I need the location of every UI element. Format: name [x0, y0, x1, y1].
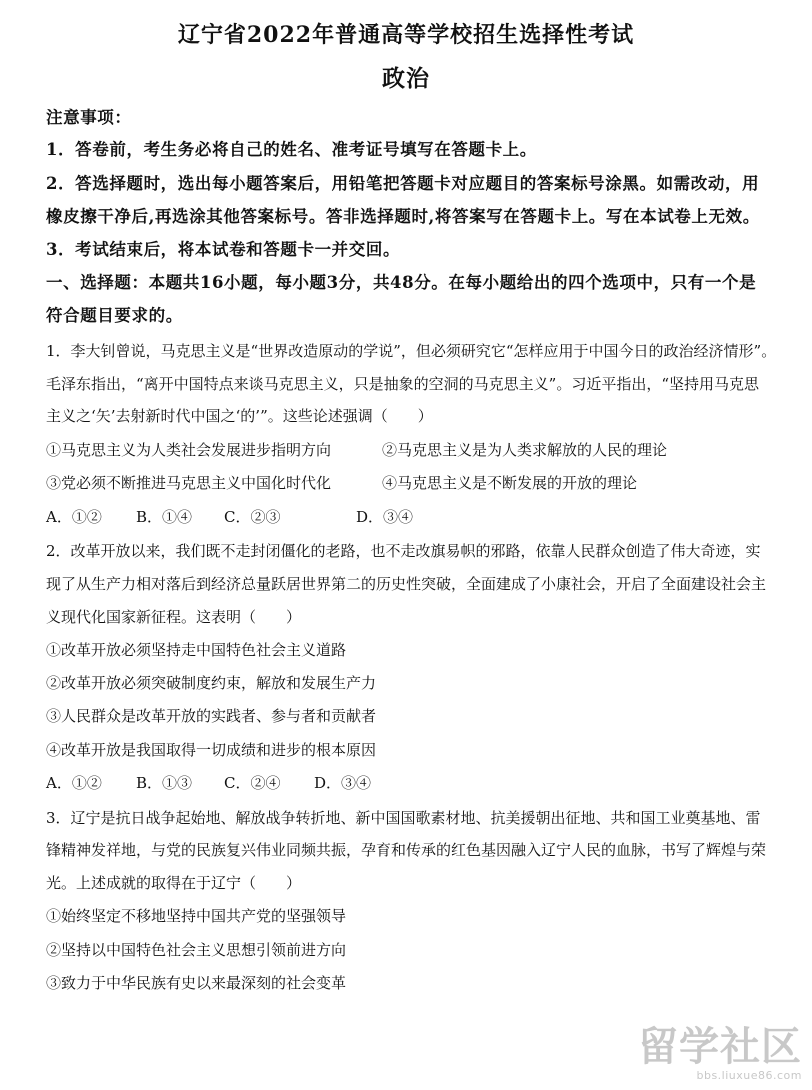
q1-statements-row-2 [46, 473, 637, 493]
q2-statement-2: ②改革开放必须突破制度约束，解放和发展生产力 [46, 674, 377, 692]
q1-statement-1: ①马克思主义为人类社会发展进步指明方向 [46, 441, 332, 459]
q1-stem-line-3: 主义之‘矢’去射新时代中国之‘的’”。这些论述强调（ ） [46, 407, 433, 425]
q1-statements-row-1 [46, 440, 667, 460]
notice-item-1: 1．答卷前，考生务必将自己的姓名、准考证号填写在答题卡上。 [46, 140, 537, 159]
notice-item-3: 3．考试结束后，将本试卷和答题卡一并交回。 [46, 240, 401, 259]
q3-stem-line-1: 3．辽宁是抗日战争起始地、解放战争转折地、新中国国歌素材地、抗美援朝出征地、共和国工业奠基地、雷 [46, 809, 761, 827]
section-heading-line-2: 符合题目要求的。 [46, 306, 183, 325]
q2-statement-4: ④改革开放是我国取得一切成绩和进步的根本原因 [46, 741, 377, 759]
q2-choices [46, 773, 371, 793]
q1-stem-line-2: 毛泽东指出，“离开中国特点来谈马克思主义，只是抽象的空洞的马克思主义”。习近平指出，“坚持用马克思 [46, 375, 760, 393]
q1-choices [46, 507, 413, 527]
notice-item-2: 2．答选择题时，选出每小题答案后，用铅笔把答题卡对应题目的答案标号涂黑。如需改动，用 [46, 174, 760, 193]
q2-stem-line-2: 现了从生产力相对落后到经济总量跃居世界第二的历史性突破，全面建成了小康社会，开启了全面建设社会主 [46, 575, 767, 593]
section-heading-line-1: 一、选择题：本题共16小题，每小题3分，共48分。在每小题给出的四个选项中，只有一个是 [46, 273, 757, 292]
q3-stem-line-3: 光。上述成就的取得在于辽宁（ ） [46, 874, 302, 892]
q2-statement-3: ③人民群众是改革开放的实践者、参与者和贡献者 [46, 707, 377, 725]
q1-choice-c: C．②③ [224, 508, 281, 526]
exam-title: 辽宁省2022年普通高等学校招生选择性考试 [177, 22, 635, 48]
q3-statement-1: ①始终坚定不移地坚持中国共产党的坚强领导 [46, 907, 347, 925]
site-watermark [638, 1025, 802, 1082]
watermark-logo-text: 留学社区 [638, 1024, 802, 1070]
q2-choice-b: B．①③ [136, 774, 193, 792]
q1-choice-a: A．①② [46, 508, 102, 526]
q1-choice-d: D．③④ [356, 508, 414, 526]
q1-statement-3: ③党必须不断推进马克思主义中国化时代化 [46, 474, 332, 492]
subject-title: 政治 [382, 65, 430, 92]
q1-stem-line-1: 1．李大钊曾说，马克思主义是“世界改造原动的学说”，但必须研究它“怎样应用于中国今日的政治经济情形”。 [46, 342, 777, 360]
q1-statement-2: ②马克思主义是为人类求解放的人民的理论 [382, 441, 668, 459]
q3-statement-3: ③致力于中华民族有史以来最深刻的社会变革 [46, 974, 347, 992]
notice-heading: 注意事项： [46, 108, 132, 127]
q2-choice-d: D．③④ [314, 774, 372, 792]
q1-choice-b: B．①④ [136, 508, 193, 526]
q2-choice-c: C．②④ [224, 774, 281, 792]
q3-stem-line-2: 锋精神发祥地，与党的民族复兴伟业同频共振，孕育和传承的红色基因融入辽宁人民的血脉，书写了辉煌与荣 [46, 841, 767, 859]
q2-stem-line-1: 2．改革开放以来，我们既不走封闭僵化的老路，也不走改旗易帜的邪路，依靠人民群众创造了伟大奇迹，实 [46, 542, 761, 560]
notice-item-2-cont: 橡皮擦干净后,再选涂其他答案标号。答非选择题时,将答案写在答题卡上。写在本试卷上无效。 [46, 207, 760, 226]
q2-choice-a: A．①② [46, 774, 102, 792]
q3-statement-2: ②坚持以中国特色社会主义思想引领前进方向 [46, 941, 347, 959]
q2-stem-line-3: 义现代化国家新征程。这表明（ ） [46, 608, 302, 626]
q1-statement-4: ④马克思主义是不断发展的开放的理论 [382, 474, 638, 492]
watermark-url: bbs.liuxue86.com [696, 1069, 802, 1082]
q2-statement-1: ①改革开放必须坚持走中国特色社会主义道路 [46, 641, 347, 659]
